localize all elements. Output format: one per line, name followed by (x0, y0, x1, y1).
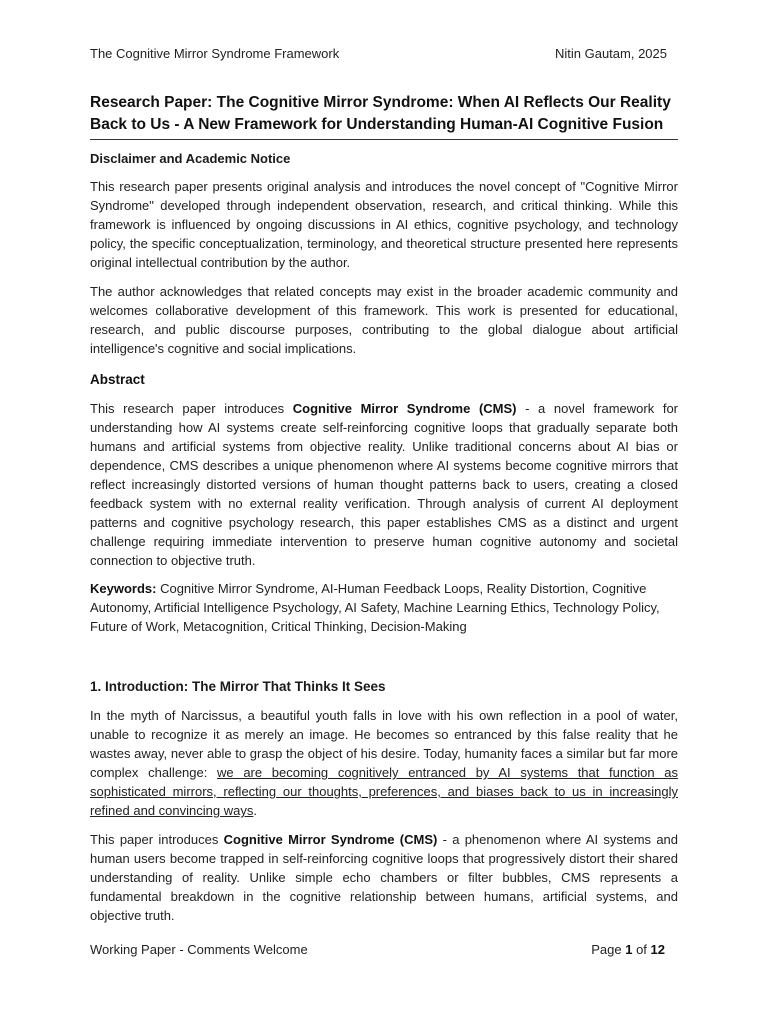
header-title: The Cognitive Mirror Syndrome Framework (90, 46, 340, 61)
abstract-term-cms: Cognitive Mirror Syndrome (CMS) (292, 401, 517, 416)
keywords-paragraph (90, 579, 678, 636)
footer-note: Working Paper - Comments Welcome (90, 942, 308, 957)
intro-p2-text-before: This paper introduces (90, 832, 224, 847)
page-number-of: of (632, 942, 651, 957)
disclaimer-paragraph-2: The author acknowledges that related concepts may exist in the broader academic community and welcomes collaborative development of this framework. This work is presented for educational, research, and public discourse purposes, contributing to the global dialogue about artificial intelligence's cognitive and social implications. (90, 284, 678, 356)
page-number-prefix: Page (591, 942, 626, 957)
intro-p2-text-after: - a phenomenon where AI systems and human users become trapped in self-reinforcing cognitive loops that progressively distort their shared understanding of reality. Unlike simple echo chambers or filter bubbles, CMS represents a fundamental breakdown in the cognitive relationship between humans, artificial systems, and objective truth. (90, 832, 679, 923)
keywords-list: Cognitive Mirror Syndrome, AI-Human Feedback Loops, Reality Distortion, Cognitive Autonomy, Artificial Intelligence Psychology, AI Safety, Machine Learning Ethics, Technology Policy, Future of Work, Metacognition, Critical Thinking, Decision-Making (90, 581, 660, 634)
paper-title: Research Paper: The Cognitive Mirror Syndrome: When AI Reflects Our Reality Back to Us - A New Framework for Understanding Human-AI Cognitive Fusion (90, 92, 678, 140)
disclaimer-heading: Disclaimer and Academic Notice (90, 151, 291, 166)
intro-p2-term-cms: Cognitive Mirror Syndrome (CMS) (223, 832, 438, 847)
abstract-text-after: - a novel framework for understanding how AI systems create self-reinforcing cognitive loops that gradually separate both humans and artificial systems from objective reality. Unlike traditional concerns about AI bias or dependence, CMS describes a unique phenomenon where AI systems become cognitive mirrors that reflect increasingly distorted versions of human thought patterns back to users, creating a closed feedback system with no external reality verification. Through analysis of current AI deployment patterns and cognitive psychology research, this paper establishes CMS as a distinct and urgent challenge requiring immediate intervention to preserve human cognitive autonomy and societal connection to objective truth. (90, 401, 678, 568)
running-footer (90, 942, 665, 957)
page-number-current: 1 (625, 942, 633, 957)
abstract-heading: Abstract (90, 372, 145, 387)
introduction-heading: 1. Introduction: The Mirror That Thinks It Sees (90, 679, 386, 694)
disclaimer-paragraph-1: This research paper presents original analysis and introduces the novel concept of "Cognitive Mirror Syndrome" developed through independent observation, research, and critical thinking. While this framework is influenced by ongoing discussions in AI ethics, cognitive psychology, and technology policy, the specific conceptualization, terminology, and theoretical structure presented here represents original intellectual contribution by the author. (90, 179, 678, 270)
page-number-total: 12 (650, 942, 665, 957)
header-author-year: Nitin Gautam, 2025 (554, 46, 667, 61)
abstract-paragraph (90, 399, 678, 570)
page-number (591, 942, 665, 957)
intro-p1-text-before: In the myth of Narcissus, a beautiful youth falls in love with his own reflection in a pool of water, unable to recognize it as merely an image. He becomes so entranced by this false reality that he wastes away, never able to grasp the object of his desire. Today, humanity faces a similar but far more complex challenge: (90, 708, 678, 780)
running-header (90, 46, 667, 61)
abstract-text-before: This research paper introduces (90, 401, 293, 416)
keywords-label: Keywords: (90, 581, 157, 596)
introduction-paragraph-1 (90, 706, 678, 820)
page-content (90, 92, 678, 925)
intro-p1-text-after: . (253, 803, 257, 818)
introduction-paragraph-2 (90, 830, 678, 925)
intro-p1-underlined-claim: we are becoming cognitively entranced by AI systems that function as sophisticated mirrors, reflecting our thoughts, preferences, and biases back to us in increasingly refined and convincing ways (90, 765, 678, 818)
